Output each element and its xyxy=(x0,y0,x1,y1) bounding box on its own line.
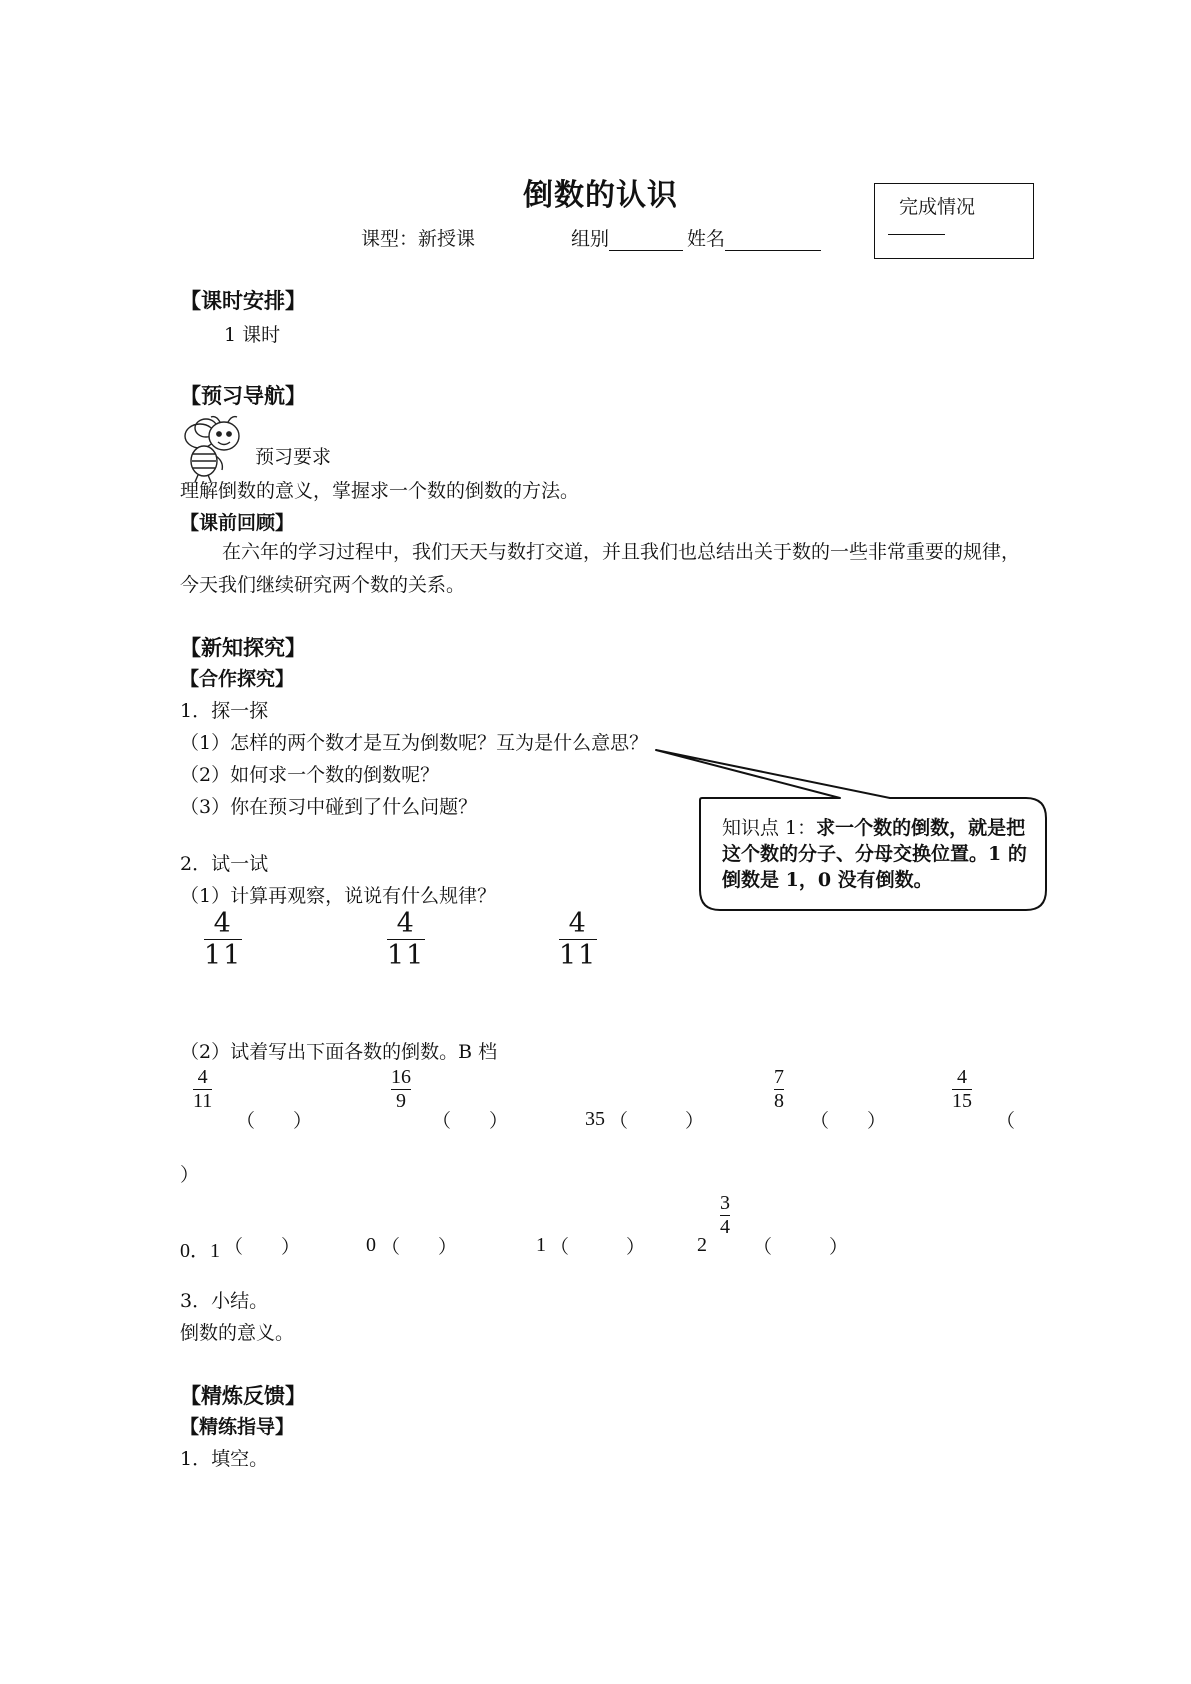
preview-heading: 【预习导航】 xyxy=(180,383,306,408)
name-label: 姓名 xyxy=(687,228,726,250)
answer-blank[interactable]: （ ） xyxy=(236,1110,313,1132)
completion-status-line[interactable] xyxy=(888,234,945,235)
answer-blank[interactable]: （ ） xyxy=(609,1110,705,1132)
explore-question-3: （3）你在预习中碰到了什么问题？ xyxy=(180,796,478,818)
group-field xyxy=(571,224,683,251)
explore-heading: 【新知探究】 xyxy=(180,635,306,660)
fraction: 16 9 xyxy=(391,1066,411,1112)
answer-blank[interactable]: （ ） xyxy=(432,1110,509,1132)
fraction: 3 4 xyxy=(720,1192,730,1238)
answer-blank[interactable]: （ ） xyxy=(753,1236,849,1258)
answer-blank-open[interactable]: （ xyxy=(996,1110,1016,1132)
explore-sub-heading: 【合作探究】 xyxy=(180,668,295,690)
explore-item3-title: 3．小结。 xyxy=(180,1290,269,1312)
schedule-value: 1 课时 xyxy=(224,324,281,346)
bee-icon xyxy=(180,414,252,484)
number-value: 35 xyxy=(585,1108,605,1130)
review-heading: 【课前回顾】 xyxy=(180,512,295,534)
practice-heading: 【精炼反馈】 xyxy=(180,1383,306,1408)
name-field xyxy=(687,224,821,251)
name-blank[interactable] xyxy=(725,232,821,251)
group-blank[interactable] xyxy=(609,232,683,251)
explore-question-1: （1）怎样的两个数才是互为倒数呢？互为是什么意思？ xyxy=(180,732,649,754)
practice-item1: 1．填空。 xyxy=(180,1448,269,1470)
explore-item2-q2: （2）试着写出下面各数的倒数。B 档 xyxy=(180,1041,498,1063)
group-label: 组别 xyxy=(571,228,610,250)
knowledge-callout-text xyxy=(722,815,1032,893)
explore-item1-title: 1．探一探 xyxy=(180,700,269,722)
review-text: 在六年的学习过程中，我们天天与数打交道，并且我们也总结出关于数的一些非常重要的规律，今天我们继续研究两个数的关系。 xyxy=(180,541,1021,596)
answer-blank-close: ） xyxy=(180,1164,200,1186)
answer-blank[interactable]: （ ） xyxy=(381,1236,458,1258)
explore-item2-title: 2．试一试 xyxy=(180,853,269,875)
fraction: 7 8 xyxy=(774,1066,784,1112)
answer-blank[interactable]: （ ） xyxy=(810,1110,887,1132)
fraction: 4 11 xyxy=(387,908,426,972)
number-value: 1 xyxy=(536,1234,546,1256)
preview-requirement-text: 理解倒数的意义，掌握求一个数的倒数的方法。 xyxy=(180,480,580,502)
callout-prefix: 知识点 1： xyxy=(722,817,817,839)
number-value: 0 xyxy=(366,1234,376,1256)
answer-blank[interactable]: （ ） xyxy=(550,1236,646,1258)
lesson-type: 课型：新授课 xyxy=(361,228,476,250)
completion-status-label: 完成情况 xyxy=(899,196,976,218)
fraction: 4 11 xyxy=(559,908,598,972)
number-value: 0．1 xyxy=(180,1240,220,1262)
explore-item2-q1: （1）计算再观察，说说有什么规律？ xyxy=(180,885,497,907)
fraction: 4 15 xyxy=(952,1066,972,1112)
schedule-heading: 【课时安排】 xyxy=(180,288,306,313)
mixed-number-whole: 2 xyxy=(697,1234,707,1256)
fraction: 4 11 xyxy=(193,1066,213,1112)
explore-item3-text: 倒数的意义。 xyxy=(180,1322,295,1344)
fraction: 4 11 xyxy=(204,908,243,972)
callout-bold: 求一个数的倒数，就是把这个数的分子、分母交换位置。1 的倒数是 1，0 没有倒数。 xyxy=(722,817,1027,891)
answer-blank[interactable]: （ ） xyxy=(224,1236,301,1258)
preview-requirement-label: 预习要求 xyxy=(255,446,332,468)
practice-sub-heading: 【精练指导】 xyxy=(180,1416,295,1438)
page-title: 倒数的认识 xyxy=(523,178,678,213)
explore-question-2: （2）如何求一个数的倒数呢？ xyxy=(180,764,440,786)
